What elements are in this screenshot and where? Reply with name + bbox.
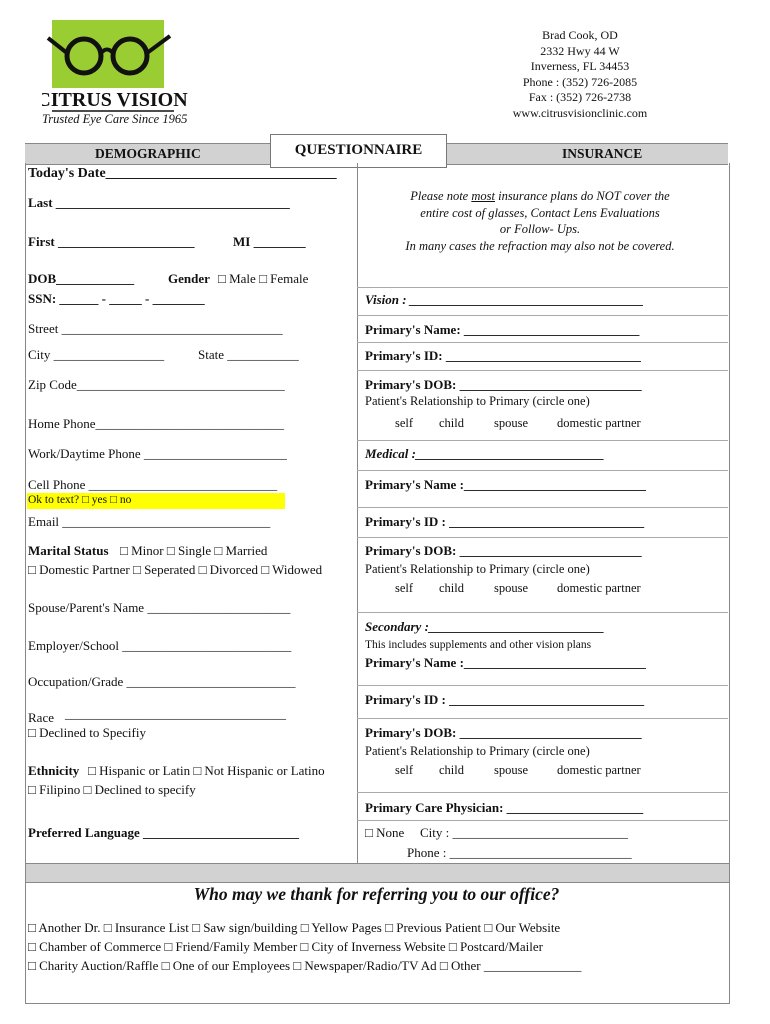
pcp-city-field[interactable]: City : ___________________________ [420, 825, 629, 840]
vision-primary-dob-field[interactable]: Primary's DOB: ____________________________ [365, 377, 642, 392]
relationship-spouse[interactable]: spouse [494, 416, 529, 430]
separator [357, 470, 728, 471]
separator [357, 342, 728, 343]
ethnicity-options-2[interactable]: □ Filipino □ Declined to specify [28, 782, 196, 797]
separator [357, 537, 728, 538]
relationship-spouse[interactable]: spouse [494, 763, 529, 777]
vision-field[interactable]: Vision : ____________________________________ [365, 292, 644, 307]
separator [357, 820, 728, 821]
pcp-none-option[interactable]: □ None [365, 825, 405, 840]
secondary-relationship-label: Patient's Relationship to Primary (circle one) [365, 744, 590, 758]
separator [357, 507, 728, 508]
phone-number: Phone : (352) 726-2085 [522, 74, 638, 89]
relationship-self[interactable]: self [395, 416, 414, 430]
middle-initial-field[interactable]: MI ________ [233, 234, 306, 249]
preferred-language-field[interactable]: Preferred Language ________________________ [28, 825, 300, 840]
note-line-1 [375, 188, 705, 205]
pcp-phone-field[interactable]: Phone : ____________________________ [407, 845, 632, 860]
referral-options-2[interactable]: □ Chamber of Commerce □ Friend/Family Member □ City of Inverness Website □ Postcard/Mailer [28, 939, 543, 954]
city-address: Inverness, FL 34453 [530, 59, 630, 73]
dob-field[interactable]: DOB____________ [28, 271, 135, 286]
separator [357, 612, 728, 613]
last-name-field[interactable]: Last ____________________________________ [28, 195, 290, 210]
marital-status-label: Marital Status [28, 543, 109, 558]
note-emphasis: most [471, 189, 495, 203]
vision-relationship-label: Patient's Relationship to Primary (circle one) [365, 394, 590, 408]
svg-text:CITRUS VISION: CITRUS VISION [42, 89, 188, 111]
state-field[interactable]: State ___________ [198, 347, 299, 362]
secondary-primary-id-field[interactable]: Primary's ID : ______________________________ [365, 692, 645, 707]
medical-primary-dob-field[interactable]: Primary's DOB: ____________________________ [365, 543, 642, 558]
separator [357, 718, 728, 719]
secondary-field[interactable]: Secondary :___________________________ [365, 619, 605, 634]
separator [357, 370, 728, 371]
relationship-child[interactable]: child [439, 581, 464, 595]
ssn-field[interactable]: SSN: ______ - _____ - ________ [28, 291, 205, 306]
medical-field[interactable]: Medical :_____________________________ [365, 446, 605, 461]
medical-primary-name-field[interactable]: Primary's Name :____________________________ [365, 477, 646, 492]
ok-to-text-options[interactable]: Ok to text? □ yes □ no [28, 494, 132, 506]
primary-care-physician-field[interactable]: Primary Care Physician: _____________________ [365, 800, 644, 815]
gender-options[interactable]: □ Male □ Female [218, 271, 309, 286]
glasses-logo-icon [42, 18, 192, 118]
relationship-domestic-partner[interactable]: domestic partner [557, 763, 641, 777]
referral-question: Who may we thank for referring you to our office? [193, 884, 560, 904]
vision-primary-name-field[interactable]: Primary's Name: ___________________________ [365, 322, 640, 337]
contact-block [480, 28, 680, 121]
employer-field[interactable]: Employer/School __________________________ [28, 638, 292, 653]
insurance-header: INSURANCE [562, 146, 643, 161]
separator [357, 440, 728, 441]
note-line-4: In many cases the refraction may also not be covered. [405, 238, 675, 253]
questionnaire-title: QUESTIONNAIRE [270, 134, 447, 168]
ethnicity-label: Ethnicity [28, 763, 80, 778]
cell-phone-field[interactable]: Cell Phone _____________________________ [28, 477, 278, 492]
email-field[interactable]: Email ________________________________ [28, 514, 271, 529]
referral-header-bar [25, 863, 730, 883]
occupation-field[interactable]: Occupation/Grade __________________________ [28, 674, 296, 689]
referral-options-3[interactable]: □ Charity Auction/Raffle □ One of our Employees □ Newspaper/Radio/TV Ad □ Other _______________ [28, 958, 582, 973]
note-line-2: entire cost of glasses, Contact Lens Evaluations [420, 205, 660, 220]
relationship-domestic-partner[interactable]: domestic partner [557, 416, 641, 430]
secondary-primary-dob-field[interactable]: Primary's DOB: ____________________________ [365, 725, 642, 740]
work-phone-field[interactable]: Work/Daytime Phone ______________________ [28, 446, 287, 461]
relationship-spouse[interactable]: spouse [494, 581, 529, 595]
note-text: Please note [410, 189, 472, 203]
referral-options-1[interactable]: □ Another Dr. □ Insurance List □ Saw sign/building □ Yellow Pages □ Previous Patient □ Our Website [28, 920, 561, 935]
tagline: Trusted Eye Care Since 1965 [42, 112, 188, 126]
citrus-vision-logo [42, 18, 192, 118]
relationship-self[interactable]: self [395, 581, 414, 595]
medical-relationship-label: Patient's Relationship to Primary (circle one) [365, 562, 590, 576]
home-phone-field[interactable]: Home Phone_____________________________ [28, 416, 285, 431]
city-field[interactable]: City _________________ [28, 347, 165, 362]
todays-date-field[interactable]: Today's Date_________________________________ [28, 166, 337, 181]
medical-primary-id-field[interactable]: Primary's ID : ______________________________ [365, 514, 645, 529]
doctor-name: Brad Cook, OD [542, 28, 618, 42]
spouse-parent-field[interactable]: Spouse/Parent's Name ______________________ [28, 600, 291, 615]
vision-primary-id-field[interactable]: Primary's ID: ______________________________ [365, 348, 641, 363]
race-field[interactable]: __________________________________ [65, 706, 286, 721]
insurance-note [375, 188, 705, 254]
relationship-domestic-partner[interactable]: domestic partner [557, 581, 641, 595]
relationship-child[interactable]: child [439, 416, 464, 430]
ethnicity-options-1[interactable]: □ Hispanic or Latin □ Not Hispanic or Latino [88, 763, 325, 778]
separator [357, 315, 728, 316]
demographic-header: DEMOGRAPHIC [95, 146, 201, 161]
note-text: insurance plans do NOT cover the [494, 189, 670, 203]
gender-label: Gender [168, 271, 210, 286]
relationship-child[interactable]: child [439, 763, 464, 777]
separator [357, 792, 728, 793]
separator [357, 287, 728, 288]
marital-options-2[interactable]: □ Domestic Partner □ Seperated □ Divorced □ Widowed [28, 562, 323, 577]
separator [357, 685, 728, 686]
secondary-primary-name-field[interactable]: Primary's Name :____________________________ [365, 655, 646, 670]
marital-options-1[interactable]: □ Minor □ Single □ Married [120, 543, 268, 558]
column-divider [357, 163, 358, 863]
website: www.citrusvisionclinic.com [512, 105, 648, 120]
first-name-field[interactable]: First _____________________ [28, 234, 195, 249]
zip-field[interactable]: Zip Code________________________________ [28, 377, 285, 392]
race-declined-option[interactable]: □ Declined to Specifiy [28, 725, 146, 740]
relationship-self[interactable]: self [395, 763, 414, 777]
street-address: 2332 Hwy 44 W [540, 43, 620, 58]
race-label: Race [28, 710, 54, 725]
secondary-note: This includes supplements and other vision plans [365, 639, 592, 651]
note-line-3: or Follow- Ups. [499, 222, 581, 236]
street-field[interactable]: Street __________________________________ [28, 321, 283, 336]
fax-number: Fax : (352) 726-2738 [528, 90, 632, 104]
